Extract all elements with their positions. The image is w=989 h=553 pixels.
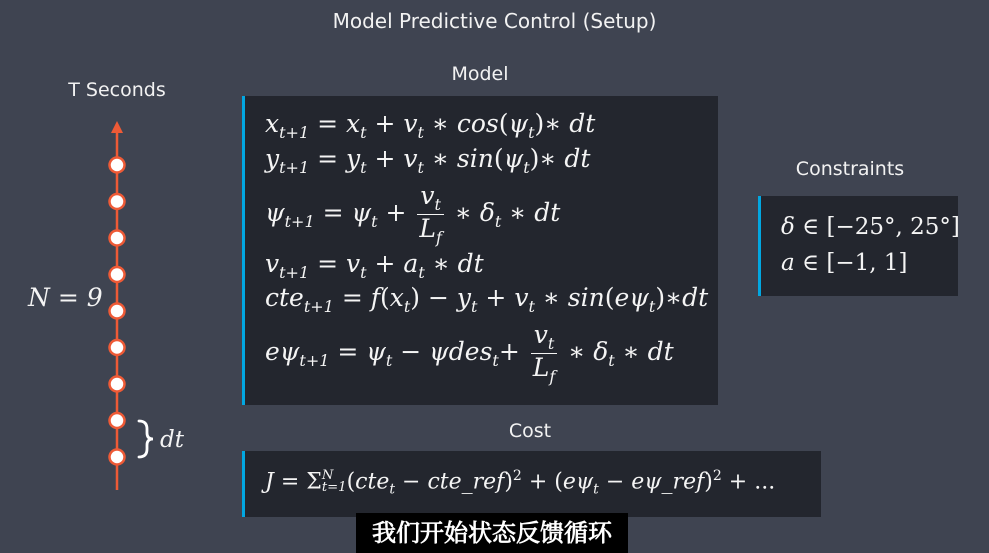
timeline-node xyxy=(110,267,125,282)
model-panel xyxy=(242,96,718,405)
timeline-heading: T Seconds xyxy=(68,79,166,101)
timeline-arrow-icon xyxy=(111,121,123,133)
model-equation-x: $x_{t+1} = x_t + v_t$ ∗ $\cos(\psi_t)∗$ dt xyxy=(265,109,596,142)
model-equation-epsi: $e\psi_{t+1} = \psi_t - \psi des_t+$ $\frac{v_t}{L_f}$ ∗ $\delta_t$ ∗ dt xyxy=(265,320,674,386)
cost-equation: J = Σ N t=1 (cte$_t$ − cte_ref)$^2$ + ($e\psi_t$ − eψ_ref)$^2$ + ... xyxy=(265,467,776,498)
constraint-delta: δ ∈ [−25°, 25°] xyxy=(781,214,960,240)
timeline-node xyxy=(110,450,125,465)
model-equation-y: $y_{t+1} = y_t + v_t$ ∗ $\sin(\psi_t)∗$ dt xyxy=(265,144,591,177)
timeline-node xyxy=(110,304,125,319)
page-title: Model Predictive Control (Setup) xyxy=(332,9,657,33)
constraints-panel xyxy=(758,196,958,296)
timeline-node xyxy=(110,413,125,428)
timeline-node xyxy=(110,194,125,209)
constraint-a: a ∈ [−1, 1] xyxy=(781,250,908,276)
timeline-node xyxy=(110,340,125,355)
dt-label: dt xyxy=(160,427,184,453)
n-steps-label: N = 9 xyxy=(28,283,103,312)
timeline-node xyxy=(110,158,125,173)
model-equation-psi: $\psi_{t+1} = \psi_t$ + $\frac{v_t}{L_f}$ ∗ $\delta_t$ ∗ dt xyxy=(265,181,561,247)
video-subtitle: 我们开始状态反馈循环 xyxy=(356,513,628,553)
model-equation-cte: $cte_{t+1} = f(x_t) - y_t + v_t$ ∗ $\sin(e\psi_t)∗dt$ xyxy=(265,283,709,316)
model-equation-v: $v_{t+1} = v_t + a_t$ ∗ dt xyxy=(265,249,484,282)
dt-brace-icon xyxy=(139,421,153,457)
timeline-node xyxy=(110,231,125,246)
cost-heading: Cost xyxy=(508,420,552,442)
cost-panel xyxy=(242,451,821,517)
timeline-node xyxy=(110,377,125,392)
model-heading: Model xyxy=(451,63,509,85)
constraints-heading: Constraints xyxy=(795,158,905,180)
